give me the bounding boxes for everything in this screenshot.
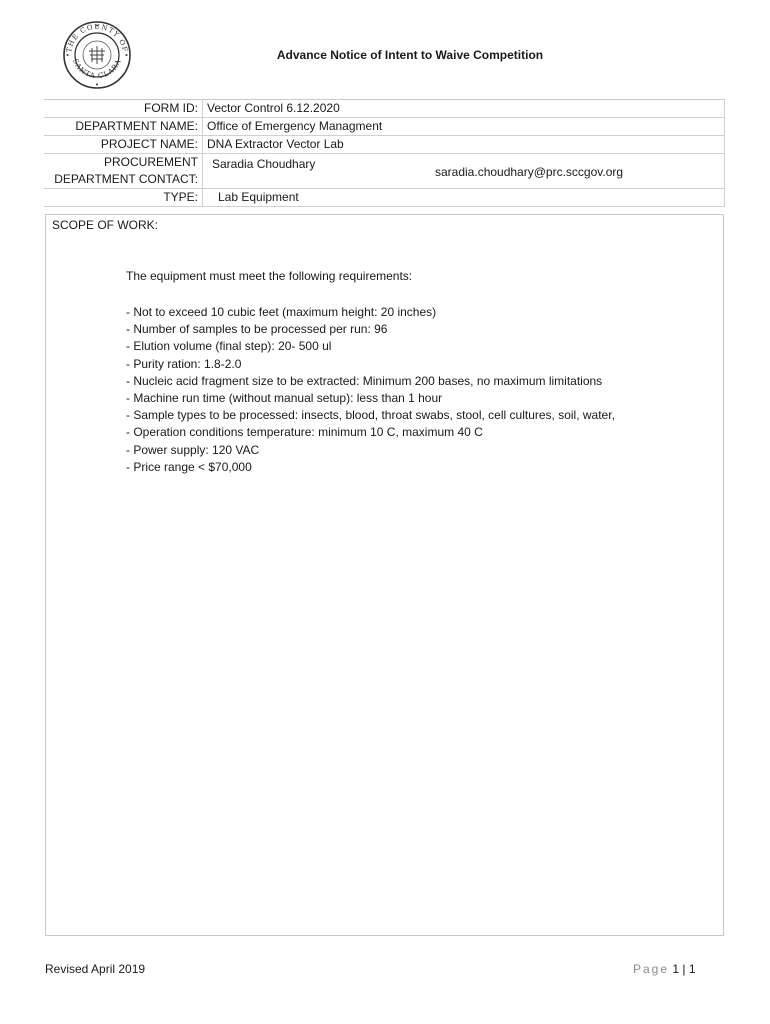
scope-intro-text: The equipment must meet the following requirements: bbox=[126, 269, 413, 283]
form-id-value: Vector Control 6.12.2020 bbox=[203, 100, 725, 118]
revision-date: Revised April 2019 bbox=[45, 962, 146, 976]
requirement-item: - Elution volume (final step): 20- 500 ul bbox=[126, 339, 332, 354]
requirements-list bbox=[126, 304, 615, 476]
type-value: Lab Equipment bbox=[203, 189, 725, 207]
form-id-row bbox=[44, 100, 725, 118]
requirement-item: - Machine run time (without manual setup): less than 1 hour bbox=[126, 391, 443, 406]
procurement-contact-row bbox=[44, 154, 725, 189]
form-id-label: FORM ID: bbox=[44, 100, 203, 118]
procurement-contact-value bbox=[203, 154, 725, 189]
requirement-item: - Not to exceed 10 cubic feet (maximum height: 20 inches) bbox=[126, 305, 437, 319]
page-count: 1 | 1 bbox=[672, 962, 696, 976]
county-seal bbox=[62, 20, 132, 90]
requirement-item: - Power supply: 120 VAC bbox=[126, 442, 260, 457]
requirement-item: - Price range < $70,000 bbox=[126, 459, 252, 474]
scope-of-work-box bbox=[45, 214, 724, 936]
requirement-item: - Sample types to be processed: insects, blood, throat swabs, stool, cell cultures, soil, water, bbox=[126, 408, 615, 423]
department-name-label: DEPARTMENT NAME: bbox=[44, 118, 203, 136]
type-label: TYPE: bbox=[44, 189, 203, 207]
svg-text:SANTA CLARA: SANTA CLARA bbox=[70, 57, 124, 81]
contact-name: Saradia Choudhary bbox=[212, 157, 316, 171]
type-row bbox=[44, 189, 725, 207]
requirement-item: - Nucleic acid fragment size to be extracted: Minimum 200 bases, no maximum limitations bbox=[126, 373, 603, 388]
procurement-contact-label bbox=[44, 154, 203, 189]
page-word: Page bbox=[633, 962, 670, 976]
page-number bbox=[633, 962, 696, 976]
scope-of-work-label: SCOPE OF WORK: bbox=[52, 218, 159, 232]
project-name-row bbox=[44, 136, 725, 154]
department-name-row bbox=[44, 118, 725, 136]
requirement-item: - Number of samples to be processed per run: 96 bbox=[126, 322, 388, 337]
contact-email: saradia.choudhary@prc.sccgov.org bbox=[435, 165, 624, 179]
procurement-contact-label-line1: PROCUREMENT bbox=[103, 155, 198, 169]
document-title: Advance Notice of Intent to Waive Competition bbox=[276, 48, 544, 62]
department-name-value: Office of Emergency Managment bbox=[203, 118, 725, 136]
project-name-value: DNA Extractor Vector Lab bbox=[203, 136, 725, 154]
procurement-contact-label-line2: DEPARTMENT CONTACT: bbox=[54, 172, 198, 186]
form-info-table bbox=[44, 99, 725, 207]
requirement-item: - Purity ration: 1.8-2.0 bbox=[126, 356, 242, 371]
requirement-item: - Operation conditions temperature: minimum 10 C, maximum 40 C bbox=[126, 425, 483, 440]
svg-text:THE COUNTY OF: THE COUNTY OF bbox=[65, 22, 129, 54]
project-name-label: PROJECT NAME: bbox=[44, 136, 203, 154]
